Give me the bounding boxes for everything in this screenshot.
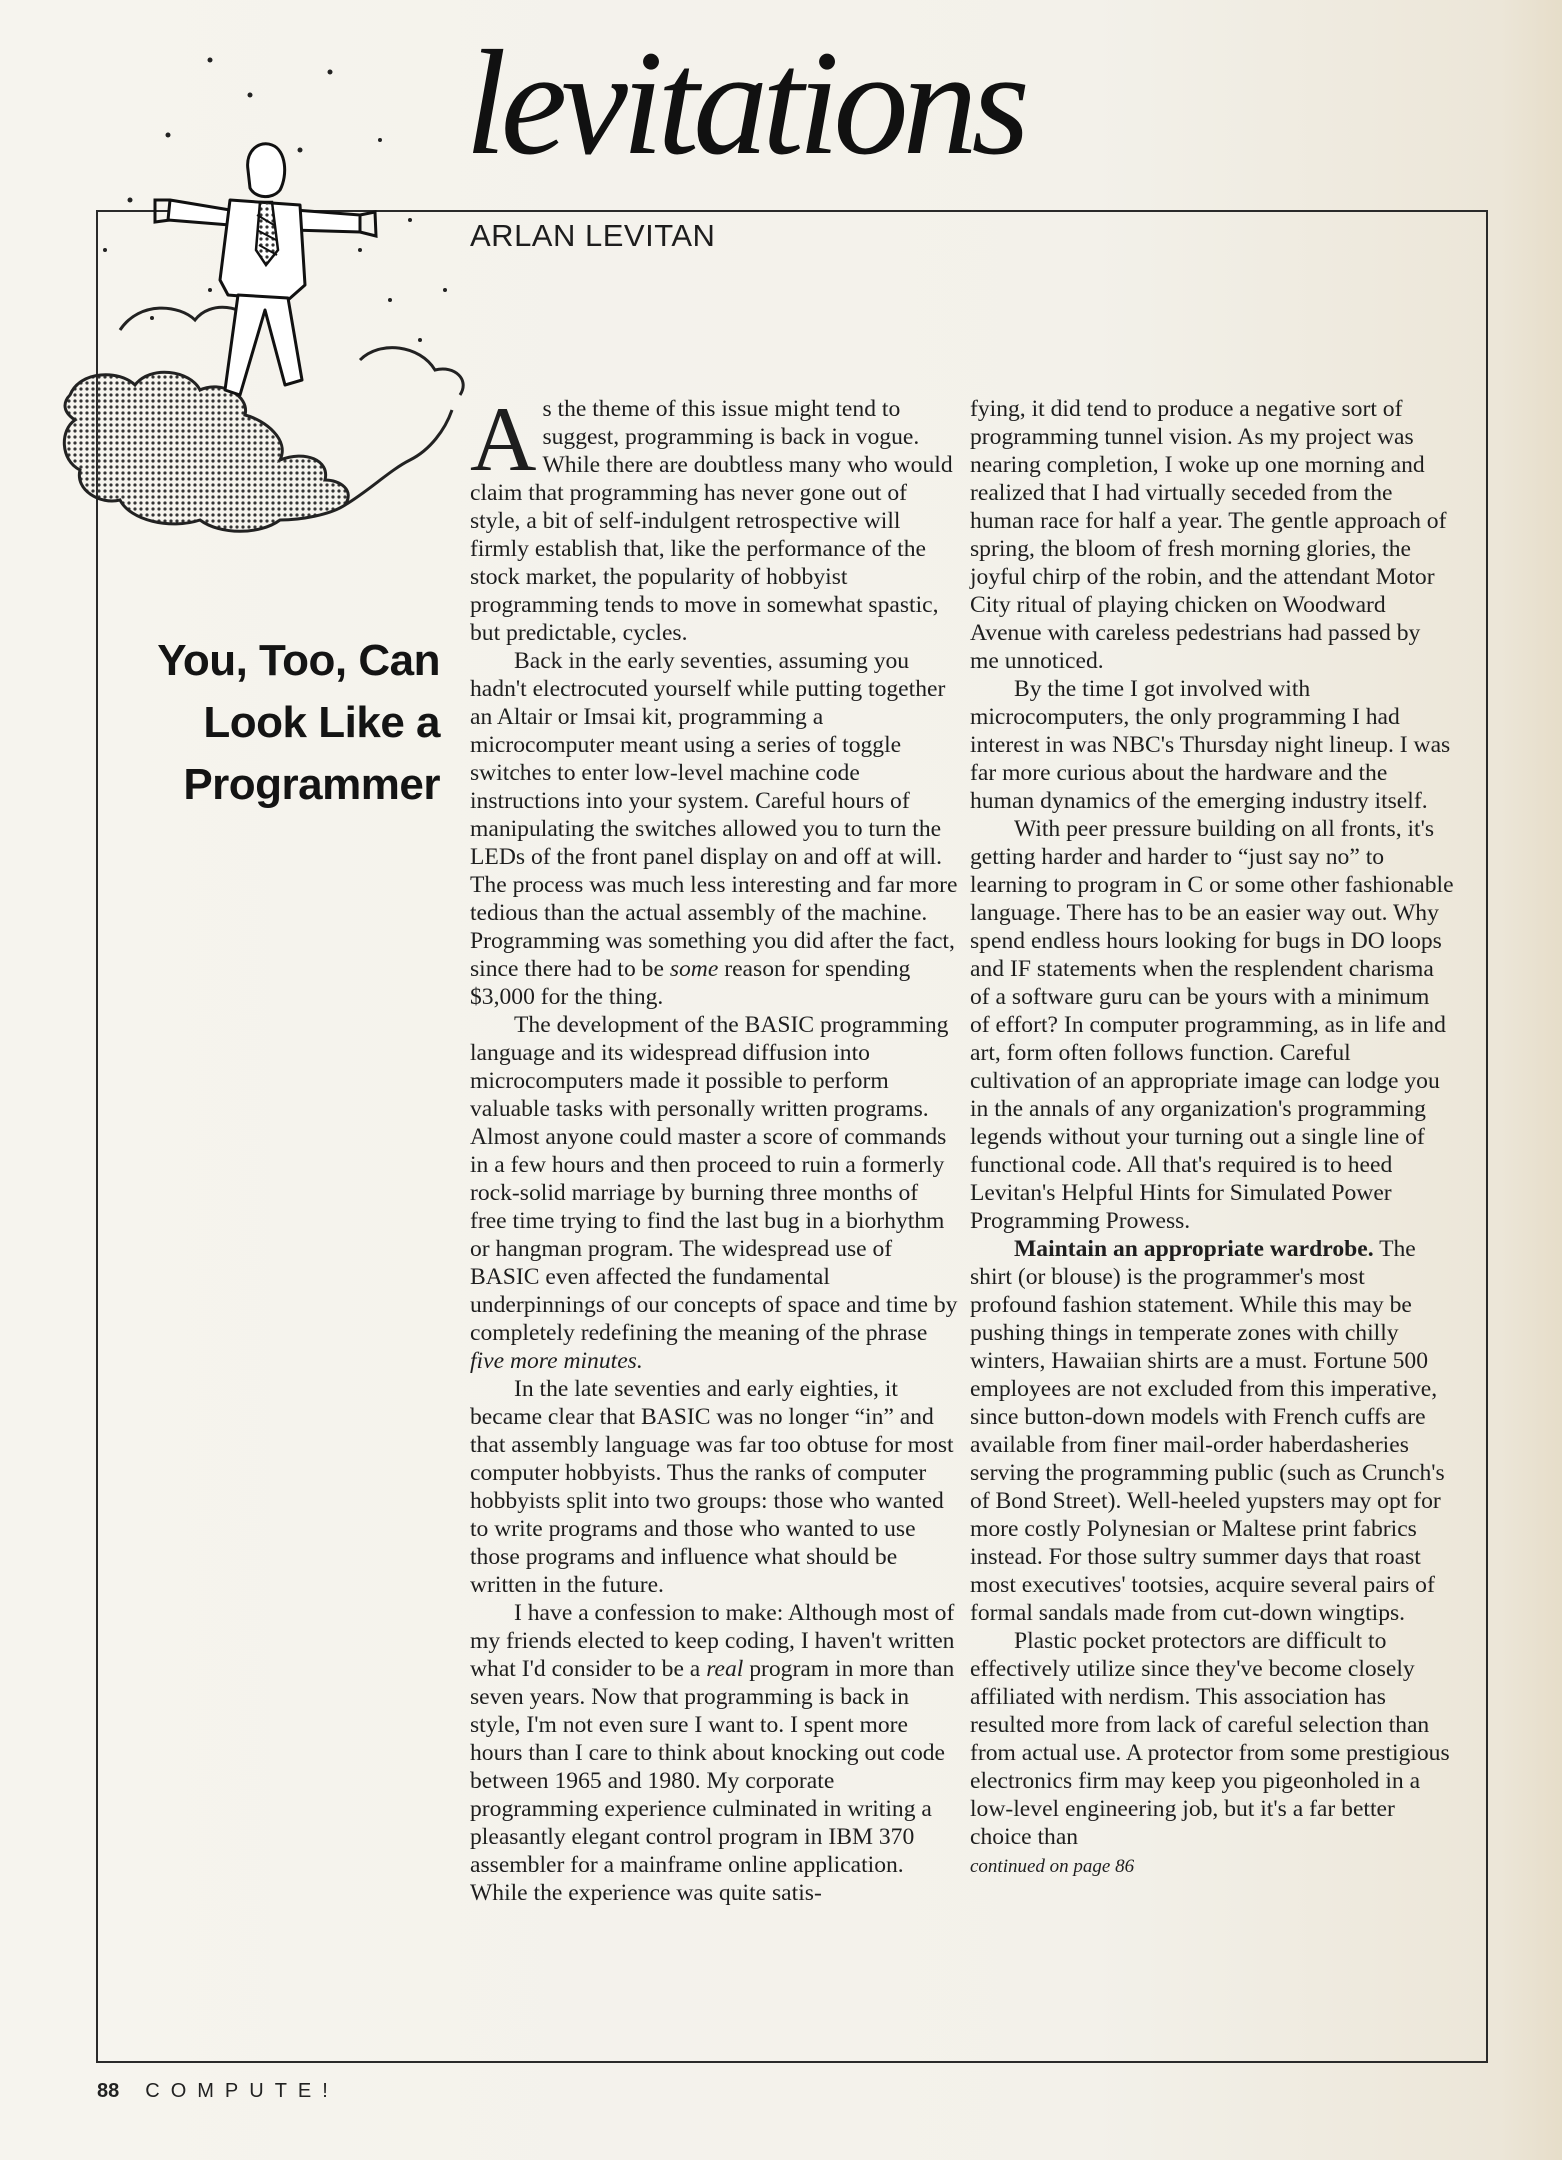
paragraph: fying, it did tend to produce a negative sort of programming tunnel vision. As my project was nearing completion, I woke up one morning and realized that I had virtually seceded from the human race for half a year. The gentle approach of spring, the bloom of fresh morning glories, the joyful chirp of the robin, and the attendant Motor City ritual of playing chicken on Woodward Avenue with careless pedestrians had passed by me unnoticed. <box>970 396 1447 674</box>
paragraph: Plastic pocket protectors are difficult to effectively utilize since they've become closely affiliated with nerdism. This association has resulted more from lack of careful selection than from actual use. A protector from some prestigious electronics firm may keep you pigeonholed in a low-level engineering job, but it's a far better choice than continued on page 86 <box>970 1628 1450 1877</box>
page-footer <box>97 2080 339 2103</box>
paragraph: The development of the BASIC programming language and its widespread diffusion into microcomputers made it possible to perform valuable tasks with personally written programs. Almost anyone could master a score of commands in a few hours and then proceed to ruin a formerly rock-solid marriage by burning three months of free time trying to find the last bug in a biorhythm or hangman program. The widespread use of BASIC even affected the fundamental underpinnings of our concepts of space and time by completely redefining the meaning of the phrase five more minutes. <box>470 1012 958 1374</box>
article-headline <box>110 630 440 816</box>
column-masthead: levitations <box>465 20 1024 186</box>
paragraph: I have a confession to make: Although most of my friends elected to keep coding, I haven't written what I'd consider to be a real program in more than seven years. Now that programming is back in style, I'm not even sure I want to. I spent more hours than I care to think about knocking out code between 1965 and 1980. My corporate programming experience culminated in writing a pleasantly elegant control program in IBM 370 assembler for a mainframe online application. While the experience was quite satis- <box>470 1600 955 1906</box>
floating-man-illustration <box>60 50 480 570</box>
subhead: Maintain an appropriate wardrobe. <box>1014 1236 1374 1262</box>
paragraph: By the time I got involved with microcomputers, the only programming I had interest in was NBC's Thursday night lineup. I was far more curious about the hardware and the human dynamics of the emerging industry itself. <box>970 676 1451 814</box>
headline-line: Look Like a <box>203 698 440 747</box>
headline-line: Programmer <box>183 760 440 809</box>
continued-note: continued on page 86 <box>970 1856 1135 1877</box>
drop-cap: A <box>470 388 537 490</box>
author-byline: ARLAN LEVITAN <box>470 218 716 253</box>
article-column-right <box>970 395 1454 1881</box>
article-column-left <box>470 388 960 1907</box>
paragraph: In the late seventies and early eighties, it became clear that BASIC was no longer “in” and that assembly language was far too obtuse for most computer hobbyists. Thus the ranks of computer hobbyists split into two groups: those who wanted to write programs and those who wanted to use those programs and influence what should be written in the future. <box>470 1376 954 1598</box>
page-number: 88 <box>97 2080 120 2102</box>
paragraph: Back in the early seventies, assuming you hadn't electrocuted yourself while putting together an Altair or Imsai kit, programming a microcomputer meant using a series of toggle switches to enter low-level machine code instructions into your system. Careful hours of manipulating the switches allowed you to turn the LEDs of the front panel display on and off at will. The process was much less interesting and far more tedious than the actual assembly of the machine. Programming was something you did after the fact, since there had to be some reason for spending $3,000 for the thing. <box>470 648 958 1010</box>
paragraph: As the theme of this issue might tend to suggest, programming is back in vogue. While there are doubtless many who would claim that programming has never gone out of style, a bit of self-indulgent retrospective will firmly establish that, like the performance of the stock market, the popularity of hobbyist programming tends to move in somewhat spastic, but predictable, cycles. <box>470 388 953 646</box>
paragraph: Maintain an appropriate wardrobe. The shirt (or blouse) is the programmer's most profound fashion statement. While this may be pushing things in temperate zones with chilly winters, Hawaiian shirts are a must. Fortune 500 employees are not excluded from this imperative, since button-down models with French cuffs are available from finer mail-order haberdasheries serving the programming public (such as Crunch's of Bond Street). Well-heeled yupsters may opt for more costly Polynesian or Maltese print fabrics instead. For those sultry summer days that roast most executives' tootsies, acquire several pairs of formal sandals made from cut-down wingtips. <box>970 1236 1445 1626</box>
headline-line: You, Too, Can <box>157 636 440 685</box>
magazine-name: COMPUTE! <box>145 2080 339 2102</box>
paragraph: With peer pressure building on all fronts, it's getting harder and harder to “just say no” to learning to program in C or some other fashionable language. There has to be an easier way out. Why spend endless hours looking for bugs in DO loops and IF statements when the resplendent charisma of a software guru can be yours with a minimum of effort? In computer programming, as in life and art, form often follows function. Careful cultivation of an appropriate image can lodge you in the annals of any organization's programming legends without your turning out a single line of functional code. All that's required is to heed Levitan's Helpful Hints for Simulated Power Programming Prowess. <box>970 816 1454 1234</box>
